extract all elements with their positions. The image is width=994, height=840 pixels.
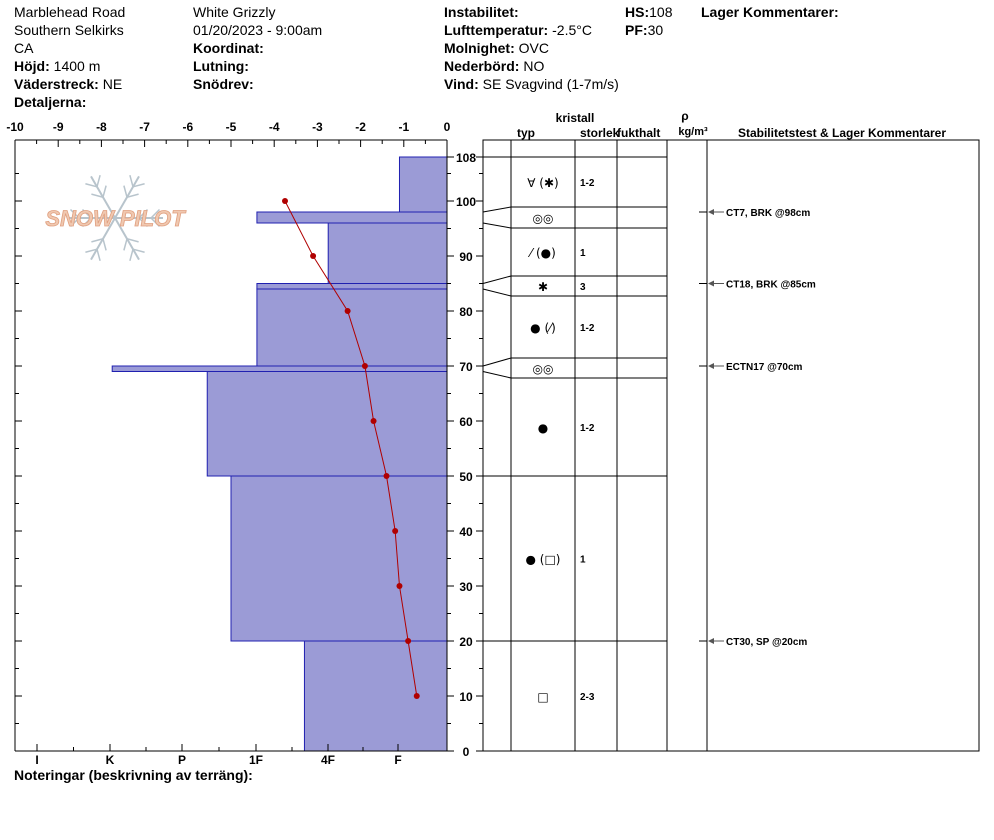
temperature-tick-label: -8	[96, 120, 107, 134]
state-name: CA	[14, 40, 34, 56]
logo-flake-branch	[124, 239, 127, 251]
layer-grain-type: ◎◎	[532, 211, 554, 226]
temperature-tick-label: -6	[182, 120, 194, 134]
precip-label: Nederbörd:	[444, 58, 520, 74]
logo-flake-branch	[130, 175, 133, 187]
stability-test-label: ECTN17 @70cm	[726, 362, 803, 373]
layer-grain-type: ✱	[537, 280, 549, 294]
snowpilot-logo	[45, 175, 186, 261]
depth-tick-label: 70	[459, 360, 473, 374]
stability-arrow-head	[708, 363, 714, 369]
notes-label: Noteringar (beskrivning av terräng):	[14, 767, 253, 783]
wind-label: Vind:	[444, 76, 479, 92]
layer-grain-type: ◎◎	[532, 362, 554, 376]
temperature-point	[371, 418, 377, 424]
logo-flake-branch	[97, 249, 100, 261]
temperature-point	[414, 693, 420, 699]
hardness-bar	[257, 289, 447, 366]
temperature-tick-label: -9	[52, 120, 64, 134]
stability-test-label: CT7, BRK @98cm	[726, 208, 811, 219]
hs-label: HS:	[625, 4, 650, 20]
temperature-tick-label: -2	[355, 120, 366, 134]
logo-flake-branch	[103, 186, 106, 198]
layer-comments-label: Lager Kommentarer:	[701, 4, 839, 20]
temperature-point	[362, 363, 368, 369]
header-crystal: kristall	[555, 111, 595, 125]
layer-grain-size: 3	[580, 282, 586, 293]
temperature-point	[310, 253, 316, 259]
depth-tick-label: 100	[455, 195, 477, 209]
temperature-point	[396, 583, 402, 589]
layer-connector	[483, 289, 511, 296]
wind-value: SE Svagvind (1-7m/s)	[482, 76, 619, 92]
layer-connector	[483, 372, 511, 379]
depth-tick-label: 40	[459, 525, 473, 539]
header-moisture: fukthalt	[617, 126, 661, 140]
layer-grain-size: 1-2	[580, 178, 595, 189]
header-density-symbol: ρ	[681, 109, 689, 123]
layer-connector	[483, 207, 511, 212]
temperature-point	[282, 198, 288, 204]
header-size: storlek	[580, 126, 620, 140]
hardness-tick-label: 1F	[248, 753, 264, 767]
temperature-tick-label: -3	[312, 120, 323, 134]
temperature-tick-label: 0	[443, 120, 451, 134]
drift-label: Snödrev:	[193, 76, 254, 92]
aspect-value: NE	[102, 76, 123, 92]
temperature-tick-label: -1	[398, 120, 410, 134]
stability-test-label: CT18, BRK @85cm	[726, 279, 816, 291]
logo-text: SNOW PILOT	[45, 206, 185, 231]
layer-grain-type: □	[537, 690, 549, 704]
location-name: Marblehead Road	[14, 4, 126, 20]
sky-label: Molnighet:	[444, 40, 515, 56]
sky-value: OVC	[518, 40, 549, 56]
observer-name: White Grizzly	[193, 4, 276, 20]
logo-flake-branch	[124, 186, 127, 198]
depth-tick-label: 0	[462, 745, 470, 759]
depth-tick-label: 90	[459, 250, 473, 264]
header-type: typ	[517, 126, 535, 140]
temperature-point	[405, 638, 411, 644]
observation-datetime: 01/20/2023 - 9:00am	[193, 22, 323, 38]
hardness-tick-label: F	[394, 753, 402, 767]
logo-flake-branch	[130, 249, 133, 261]
hardness-bar	[304, 641, 447, 751]
temperature-point	[392, 528, 398, 534]
pf-value: 30	[647, 22, 664, 38]
airtemp-value: -2.5°C	[552, 22, 592, 38]
temperature-tick-label: -7	[139, 120, 150, 134]
layer-grain-size: 1-2	[580, 423, 595, 434]
coordinate-label: Koordinat:	[193, 40, 264, 56]
instability-label: Instabilitet:	[444, 4, 519, 20]
layer-grain-size: 1-2	[580, 323, 595, 334]
hardness-tick-label: K	[105, 753, 115, 767]
layer-grain-size: 1	[580, 248, 586, 259]
layer-connector	[483, 358, 511, 366]
pf-label: PF:	[625, 22, 648, 38]
depth-tick-label: 20	[459, 635, 473, 649]
depth-tick-label: 50	[459, 470, 473, 484]
stability-arrow-head	[708, 209, 714, 215]
layer-grain-type: ● (□)	[525, 552, 561, 567]
hardness-tick-label: P	[177, 753, 187, 767]
table-frame	[483, 140, 979, 751]
hardness-bar	[207, 372, 447, 477]
hardness-bar	[328, 223, 447, 284]
logo-flake-branch	[97, 175, 100, 187]
layer-grain-type: ∀ (✱)	[527, 176, 559, 190]
elevation-label: Höjd:	[14, 58, 50, 74]
slope-label: Lutning:	[193, 58, 249, 74]
depth-tick-label: 10	[459, 690, 473, 704]
depth-axis	[447, 151, 483, 759]
stability-test-label: CT30, SP @20cm	[726, 637, 808, 648]
hardness-bar	[257, 284, 447, 290]
layer-connector	[483, 223, 511, 228]
temperature-tick-label: -4	[268, 120, 280, 134]
hardness-tick-label: 4F	[320, 753, 336, 767]
logo-flake-branch	[103, 239, 106, 251]
depth-tick-label: 80	[459, 305, 473, 319]
temperature-point	[384, 473, 390, 479]
airtemp-label: Lufttemperatur:	[444, 22, 549, 38]
depth-tick-label: 30	[459, 580, 473, 594]
layer-grain-type: ⁄ (●)	[530, 246, 556, 260]
layer-connector	[483, 276, 511, 284]
depth-tick-label: 108	[455, 151, 477, 165]
header-stability: Stabilitetstest & Lager Kommentarer	[737, 126, 947, 140]
elevation-value: 1400 m	[53, 58, 101, 74]
range-name: Southern Selkirks	[14, 22, 124, 38]
stability-arrow-head	[708, 638, 714, 644]
layer-grain-type: ● (⁄)	[530, 321, 556, 335]
hardness-bar	[257, 212, 447, 223]
details-label: Detaljerna:	[14, 94, 87, 110]
temperature-tick-label: -5	[225, 120, 237, 134]
layer-grain-size: 1	[580, 554, 586, 566]
hardness-bar	[231, 476, 447, 641]
depth-tick-label: 60	[459, 415, 473, 429]
header-density-unit: kg/m³	[678, 126, 708, 138]
layer-grain-type: ●	[537, 421, 549, 435]
layer-table	[483, 140, 979, 751]
hardness-bar	[399, 157, 447, 212]
hs-value: 108	[649, 4, 673, 20]
table-headers	[517, 109, 946, 140]
aspect-label: Väderstreck:	[14, 76, 99, 92]
stability-arrow-head	[708, 281, 714, 287]
temperature-point	[345, 308, 351, 314]
hardness-bar	[112, 366, 447, 372]
temperature-tick-label: -10	[6, 120, 24, 134]
layer-grain-size: 2-3	[580, 692, 595, 703]
hardness-bars	[112, 157, 447, 751]
hardness-tick-label: I	[35, 753, 39, 767]
precip-value: NO	[523, 58, 545, 74]
